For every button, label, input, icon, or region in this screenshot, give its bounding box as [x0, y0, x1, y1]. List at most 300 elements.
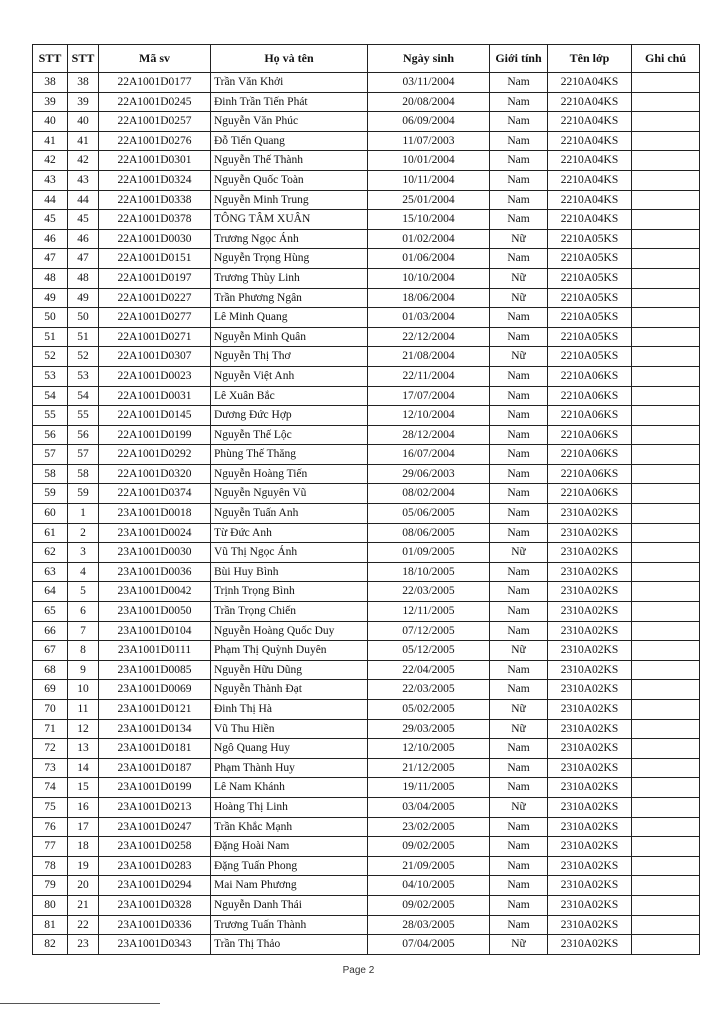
cell-birth-date: 07/04/2005 — [368, 935, 490, 955]
cell-student-id: 22A1001D0227 — [99, 288, 211, 308]
cell-stt: 67 — [33, 641, 68, 661]
cell-birth-date: 16/07/2004 — [368, 445, 490, 465]
cell-class: 2210A05KS — [548, 268, 632, 288]
cell-note — [632, 837, 700, 857]
cell-birth-date: 25/01/2004 — [368, 190, 490, 210]
cell-note — [632, 347, 700, 367]
table-row — [33, 170, 700, 190]
cell-note — [632, 406, 700, 426]
cell-birth-date: 29/03/2005 — [368, 719, 490, 739]
cell-note — [632, 523, 700, 543]
table-row — [33, 837, 700, 857]
table-row — [33, 739, 700, 759]
table-row — [33, 543, 700, 563]
cell-note — [632, 210, 700, 230]
cell-student-id: 22A1001D0320 — [99, 464, 211, 484]
cell-full-name: Từ Đức Anh — [211, 523, 368, 543]
cell-stt-sub: 39 — [68, 92, 99, 112]
cell-class: 2210A04KS — [548, 131, 632, 151]
cell-birth-date: 05/06/2005 — [368, 504, 490, 524]
cell-stt: 61 — [33, 523, 68, 543]
student-table — [32, 44, 700, 955]
cell-birth-date: 08/06/2005 — [368, 523, 490, 543]
cell-full-name: Phạm Thành Huy — [211, 758, 368, 778]
cell-stt: 51 — [33, 327, 68, 347]
cell-note — [632, 229, 700, 249]
cell-note — [632, 719, 700, 739]
cell-note — [632, 641, 700, 661]
cell-class: 2310A02KS — [548, 621, 632, 641]
cell-gender: Nam — [490, 249, 548, 269]
cell-full-name: Nguyễn Thế Thành — [211, 151, 368, 171]
cell-full-name: Trần Phương Ngân — [211, 288, 368, 308]
table-row — [33, 425, 700, 445]
cell-student-id: 22A1001D0374 — [99, 484, 211, 504]
table-row — [33, 856, 700, 876]
cell-class: 2310A02KS — [548, 660, 632, 680]
cell-class: 2210A06KS — [548, 445, 632, 465]
cell-class: 2210A05KS — [548, 347, 632, 367]
cell-birth-date: 06/09/2004 — [368, 112, 490, 132]
cell-class: 2210A05KS — [548, 327, 632, 347]
cell-student-id: 22A1001D0151 — [99, 249, 211, 269]
cell-class: 2310A02KS — [548, 739, 632, 759]
cell-stt-sub: 40 — [68, 112, 99, 132]
cell-stt-sub: 22 — [68, 915, 99, 935]
cell-stt-sub: 9 — [68, 660, 99, 680]
cell-stt: 41 — [33, 131, 68, 151]
cell-class: 2310A02KS — [548, 543, 632, 563]
cell-class: 2310A02KS — [548, 797, 632, 817]
cell-birth-date: 15/10/2004 — [368, 210, 490, 230]
cell-note — [632, 797, 700, 817]
cell-stt-sub: 21 — [68, 895, 99, 915]
cell-note — [632, 73, 700, 93]
cell-note — [632, 543, 700, 563]
cell-full-name: Hoàng Thị Linh — [211, 797, 368, 817]
header-full-name: Họ và tên — [211, 45, 368, 73]
cell-class: 2210A05KS — [548, 308, 632, 328]
cell-stt-sub: 18 — [68, 837, 99, 857]
cell-student-id: 23A1001D0121 — [99, 700, 211, 720]
cell-birth-date: 01/06/2004 — [368, 249, 490, 269]
cell-full-name: TÔNG TÂM XUÂN — [211, 210, 368, 230]
cell-gender: Nam — [490, 660, 548, 680]
cell-student-id: 22A1001D0145 — [99, 406, 211, 426]
cell-class: 2210A06KS — [548, 464, 632, 484]
table-row — [33, 562, 700, 582]
cell-gender: Nam — [490, 621, 548, 641]
table-row — [33, 406, 700, 426]
cell-full-name: Nguyễn Nguyên Vũ — [211, 484, 368, 504]
cell-class: 2210A06KS — [548, 406, 632, 426]
cell-note — [632, 288, 700, 308]
cell-birth-date: 21/09/2005 — [368, 856, 490, 876]
cell-stt: 54 — [33, 386, 68, 406]
table-row — [33, 73, 700, 93]
cell-gender: Nữ — [490, 268, 548, 288]
cell-gender: Nữ — [490, 229, 548, 249]
cell-full-name: Dương Đức Hợp — [211, 406, 368, 426]
table-row — [33, 778, 700, 798]
cell-student-id: 23A1001D0050 — [99, 602, 211, 622]
cell-stt-sub: 58 — [68, 464, 99, 484]
cell-gender: Nam — [490, 876, 548, 896]
cell-class: 2310A02KS — [548, 758, 632, 778]
cell-gender: Nam — [490, 151, 548, 171]
cell-stt-sub: 52 — [68, 347, 99, 367]
cell-gender: Nam — [490, 739, 548, 759]
cell-stt-sub: 41 — [68, 131, 99, 151]
cell-student-id: 22A1001D0257 — [99, 112, 211, 132]
cell-class: 2210A04KS — [548, 210, 632, 230]
cell-stt: 60 — [33, 504, 68, 524]
cell-note — [632, 660, 700, 680]
cell-full-name: Đinh Thị Hà — [211, 700, 368, 720]
cell-birth-date: 10/01/2004 — [368, 151, 490, 171]
cell-birth-date: 01/03/2004 — [368, 308, 490, 328]
cell-stt-sub: 47 — [68, 249, 99, 269]
cell-student-id: 23A1001D0247 — [99, 817, 211, 837]
cell-full-name: Trần Trọng Chiến — [211, 602, 368, 622]
cell-full-name: Trần Thị Thảo — [211, 935, 368, 955]
cell-gender: Nam — [490, 445, 548, 465]
cell-full-name: Trương Thùy Linh — [211, 268, 368, 288]
cell-class: 2310A02KS — [548, 680, 632, 700]
cell-stt: 53 — [33, 366, 68, 386]
cell-note — [632, 582, 700, 602]
cell-full-name: Vũ Thị Ngọc Ánh — [211, 543, 368, 563]
cell-stt-sub: 53 — [68, 366, 99, 386]
cell-stt-sub: 57 — [68, 445, 99, 465]
cell-stt: 80 — [33, 895, 68, 915]
cell-birth-date: 05/02/2005 — [368, 700, 490, 720]
cell-note — [632, 92, 700, 112]
cell-gender: Nữ — [490, 347, 548, 367]
cell-note — [632, 876, 700, 896]
table-row — [33, 92, 700, 112]
cell-birth-date: 04/10/2005 — [368, 876, 490, 896]
cell-note — [632, 425, 700, 445]
cell-gender: Nam — [490, 680, 548, 700]
cell-stt-sub: 49 — [68, 288, 99, 308]
cell-stt-sub: 42 — [68, 151, 99, 171]
cell-gender: Nam — [490, 366, 548, 386]
cell-stt: 78 — [33, 856, 68, 876]
cell-note — [632, 366, 700, 386]
cell-stt: 42 — [33, 151, 68, 171]
cell-gender: Nam — [490, 484, 548, 504]
cell-student-id: 23A1001D0104 — [99, 621, 211, 641]
cell-gender: Nam — [490, 504, 548, 524]
cell-class: 2310A02KS — [548, 895, 632, 915]
cell-student-id: 23A1001D0018 — [99, 504, 211, 524]
table-row — [33, 210, 700, 230]
cell-stt-sub: 14 — [68, 758, 99, 778]
table-row — [33, 131, 700, 151]
cell-gender: Nam — [490, 73, 548, 93]
header-row — [33, 45, 700, 73]
cell-stt: 79 — [33, 876, 68, 896]
cell-gender: Nam — [490, 464, 548, 484]
cell-stt-sub: 20 — [68, 876, 99, 896]
table-row — [33, 288, 700, 308]
cell-stt-sub: 51 — [68, 327, 99, 347]
cell-class: 2310A02KS — [548, 856, 632, 876]
cell-stt: 63 — [33, 562, 68, 582]
table-row — [33, 700, 700, 720]
table-row — [33, 484, 700, 504]
cell-note — [632, 562, 700, 582]
cell-stt-sub: 1 — [68, 504, 99, 524]
cell-note — [632, 817, 700, 837]
cell-student-id: 23A1001D0187 — [99, 758, 211, 778]
cell-stt-sub: 59 — [68, 484, 99, 504]
cell-gender: Nam — [490, 817, 548, 837]
cell-stt-sub: 12 — [68, 719, 99, 739]
header-class: Tên lớp — [548, 45, 632, 73]
cell-stt: 46 — [33, 229, 68, 249]
cell-stt-sub: 46 — [68, 229, 99, 249]
cell-student-id: 23A1001D0213 — [99, 797, 211, 817]
cell-student-id: 23A1001D0069 — [99, 680, 211, 700]
cell-stt: 82 — [33, 935, 68, 955]
cell-student-id: 23A1001D0294 — [99, 876, 211, 896]
cell-stt: 81 — [33, 915, 68, 935]
cell-full-name: Trương Ngọc Ánh — [211, 229, 368, 249]
cell-note — [632, 386, 700, 406]
cell-birth-date: 28/12/2004 — [368, 425, 490, 445]
cell-note — [632, 680, 700, 700]
cell-full-name: Ngô Quang Huy — [211, 739, 368, 759]
table-row — [33, 660, 700, 680]
cell-class: 2310A02KS — [548, 641, 632, 661]
cell-note — [632, 895, 700, 915]
cell-student-id: 22A1001D0199 — [99, 425, 211, 445]
cell-stt: 65 — [33, 602, 68, 622]
cell-student-id: 22A1001D0338 — [99, 190, 211, 210]
cell-class: 2310A02KS — [548, 915, 632, 935]
cell-gender: Nam — [490, 778, 548, 798]
cell-gender: Nam — [490, 131, 548, 151]
cell-birth-date: 18/10/2005 — [368, 562, 490, 582]
cell-gender: Nam — [490, 406, 548, 426]
table-row — [33, 797, 700, 817]
cell-full-name: Nguyễn Hữu Dũng — [211, 660, 368, 680]
cell-class: 2210A04KS — [548, 73, 632, 93]
cell-student-id: 23A1001D0036 — [99, 562, 211, 582]
cell-full-name: Nguyễn Quốc Toàn — [211, 170, 368, 190]
cell-class: 2210A05KS — [548, 249, 632, 269]
cell-stt: 48 — [33, 268, 68, 288]
cell-stt: 45 — [33, 210, 68, 230]
cell-stt-sub: 3 — [68, 543, 99, 563]
cell-gender: Nam — [490, 308, 548, 328]
cell-class: 2310A02KS — [548, 876, 632, 896]
cell-class: 2210A06KS — [548, 366, 632, 386]
header-gender: Giới tính — [490, 45, 548, 73]
cell-stt-sub: 48 — [68, 268, 99, 288]
table-row — [33, 386, 700, 406]
cell-student-id: 22A1001D0324 — [99, 170, 211, 190]
cell-stt: 38 — [33, 73, 68, 93]
cell-full-name: Trần Văn Khởi — [211, 73, 368, 93]
table-row — [33, 249, 700, 269]
cell-note — [632, 856, 700, 876]
cell-birth-date: 28/03/2005 — [368, 915, 490, 935]
cell-stt: 40 — [33, 112, 68, 132]
cell-note — [632, 268, 700, 288]
cell-class: 2310A02KS — [548, 700, 632, 720]
cell-class: 2310A02KS — [548, 582, 632, 602]
cell-full-name: Nguyễn Văn Phúc — [211, 112, 368, 132]
cell-full-name: Nguyễn Thế Lộc — [211, 425, 368, 445]
cell-note — [632, 151, 700, 171]
cell-stt-sub: 4 — [68, 562, 99, 582]
table-row — [33, 876, 700, 896]
cell-gender: Nữ — [490, 543, 548, 563]
cell-stt: 57 — [33, 445, 68, 465]
table-row — [33, 680, 700, 700]
cell-stt-sub: 56 — [68, 425, 99, 445]
cell-birth-date: 07/12/2005 — [368, 621, 490, 641]
cell-stt-sub: 38 — [68, 73, 99, 93]
cell-stt: 43 — [33, 170, 68, 190]
student-roster — [32, 44, 699, 955]
cell-birth-date: 10/11/2004 — [368, 170, 490, 190]
cell-stt-sub: 44 — [68, 190, 99, 210]
cell-stt-sub: 45 — [68, 210, 99, 230]
cell-student-id: 23A1001D0030 — [99, 543, 211, 563]
table-row — [33, 308, 700, 328]
cell-class: 2210A06KS — [548, 484, 632, 504]
cell-student-id: 23A1001D0181 — [99, 739, 211, 759]
footer-rule — [0, 1003, 160, 1004]
cell-stt-sub: 23 — [68, 935, 99, 955]
cell-stt-sub: 7 — [68, 621, 99, 641]
cell-full-name: Bùi Huy Bình — [211, 562, 368, 582]
cell-stt-sub: 17 — [68, 817, 99, 837]
cell-birth-date: 11/07/2003 — [368, 131, 490, 151]
cell-full-name: Nguyễn Thành Đạt — [211, 680, 368, 700]
cell-birth-date: 03/11/2004 — [368, 73, 490, 93]
cell-stt-sub: 13 — [68, 739, 99, 759]
cell-full-name: Trương Tuấn Thành — [211, 915, 368, 935]
cell-full-name: Nguyễn Hoàng Tiến — [211, 464, 368, 484]
cell-student-id: 22A1001D0023 — [99, 366, 211, 386]
cell-birth-date: 12/10/2004 — [368, 406, 490, 426]
cell-gender: Nam — [490, 190, 548, 210]
cell-birth-date: 29/06/2003 — [368, 464, 490, 484]
cell-gender: Nữ — [490, 288, 548, 308]
cell-class: 2310A02KS — [548, 837, 632, 857]
cell-note — [632, 112, 700, 132]
cell-student-id: 22A1001D0292 — [99, 445, 211, 465]
cell-note — [632, 170, 700, 190]
cell-class: 2310A02KS — [548, 935, 632, 955]
table-row — [33, 504, 700, 524]
cell-gender: Nam — [490, 170, 548, 190]
cell-full-name: Lê Xuân Bắc — [211, 386, 368, 406]
cell-full-name: Nguyễn Minh Trung — [211, 190, 368, 210]
cell-gender: Nam — [490, 837, 548, 857]
cell-stt: 39 — [33, 92, 68, 112]
table-row — [33, 641, 700, 661]
cell-gender: Nữ — [490, 641, 548, 661]
cell-birth-date: 09/02/2005 — [368, 895, 490, 915]
cell-full-name: Nguyễn Minh Quân — [211, 327, 368, 347]
cell-class: 2310A02KS — [548, 719, 632, 739]
cell-gender: Nam — [490, 915, 548, 935]
cell-note — [632, 700, 700, 720]
cell-note — [632, 739, 700, 759]
cell-stt-sub: 43 — [68, 170, 99, 190]
cell-student-id: 22A1001D0245 — [99, 92, 211, 112]
cell-stt: 56 — [33, 425, 68, 445]
cell-birth-date: 22/11/2004 — [368, 366, 490, 386]
cell-class: 2210A04KS — [548, 112, 632, 132]
cell-full-name: Phùng Thế Thăng — [211, 445, 368, 465]
cell-student-id: 22A1001D0307 — [99, 347, 211, 367]
cell-class: 2210A04KS — [548, 190, 632, 210]
cell-gender: Nữ — [490, 719, 548, 739]
cell-note — [632, 327, 700, 347]
cell-student-id: 22A1001D0271 — [99, 327, 211, 347]
cell-note — [632, 308, 700, 328]
cell-stt: 49 — [33, 288, 68, 308]
cell-gender: Nữ — [490, 700, 548, 720]
cell-stt: 76 — [33, 817, 68, 837]
cell-stt-sub: 50 — [68, 308, 99, 328]
cell-stt: 62 — [33, 543, 68, 563]
cell-student-id: 22A1001D0276 — [99, 131, 211, 151]
cell-full-name: Nguyễn Hoàng Quốc Duy — [211, 621, 368, 641]
cell-student-id: 23A1001D0134 — [99, 719, 211, 739]
cell-stt: 73 — [33, 758, 68, 778]
table-row — [33, 445, 700, 465]
cell-full-name: Trịnh Trọng Bình — [211, 582, 368, 602]
cell-class: 2310A02KS — [548, 817, 632, 837]
cell-full-name: Nguyễn Việt Anh — [211, 366, 368, 386]
header-student-id: Mã sv — [99, 45, 211, 73]
cell-student-id: 23A1001D0042 — [99, 582, 211, 602]
cell-class: 2310A02KS — [548, 523, 632, 543]
cell-gender: Nam — [490, 602, 548, 622]
cell-birth-date: 10/10/2004 — [368, 268, 490, 288]
cell-gender: Nam — [490, 758, 548, 778]
cell-student-id: 22A1001D0177 — [99, 73, 211, 93]
cell-gender: Nam — [490, 210, 548, 230]
cell-birth-date: 09/02/2005 — [368, 837, 490, 857]
cell-stt-sub: 19 — [68, 856, 99, 876]
cell-full-name: Nguyễn Tuấn Anh — [211, 504, 368, 524]
cell-student-id: 23A1001D0085 — [99, 660, 211, 680]
cell-full-name: Nguyễn Trọng Hùng — [211, 249, 368, 269]
cell-student-id: 22A1001D0030 — [99, 229, 211, 249]
cell-gender: Nữ — [490, 935, 548, 955]
cell-note — [632, 484, 700, 504]
cell-note — [632, 249, 700, 269]
cell-gender: Nam — [490, 895, 548, 915]
cell-birth-date: 21/08/2004 — [368, 347, 490, 367]
cell-class: 2210A06KS — [548, 425, 632, 445]
table-row — [33, 935, 700, 955]
cell-stt-sub: 54 — [68, 386, 99, 406]
cell-note — [632, 504, 700, 524]
cell-stt: 72 — [33, 739, 68, 759]
table-row — [33, 366, 700, 386]
cell-full-name: Mai Nam Phương — [211, 876, 368, 896]
